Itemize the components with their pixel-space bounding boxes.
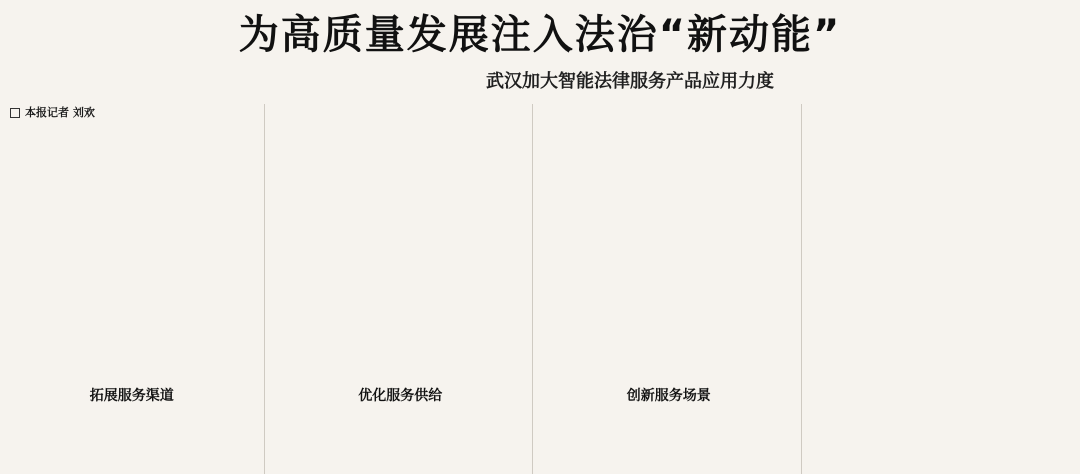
page-subheadline: 武汉加大智能法律服务产品应用力度 [486, 71, 774, 92]
byline [10, 104, 254, 120]
byline-box-icon [10, 108, 20, 118]
page-headline: 为高质量发展注入法治“新动能” [238, 12, 842, 58]
article-column-4 [816, 104, 1071, 474]
article-column-2 [279, 104, 534, 474]
section-heading-3: 创新服务场景 [626, 388, 711, 404]
article-column-3 [547, 104, 802, 474]
article-column-1 [10, 104, 265, 474]
section-heading-1: 拓展服务渠道 [89, 388, 174, 404]
section-heading-2: 优化服务供给 [358, 388, 443, 404]
byline-text: 本报记者 刘欢 [25, 106, 95, 119]
article-columns [10, 104, 1070, 474]
